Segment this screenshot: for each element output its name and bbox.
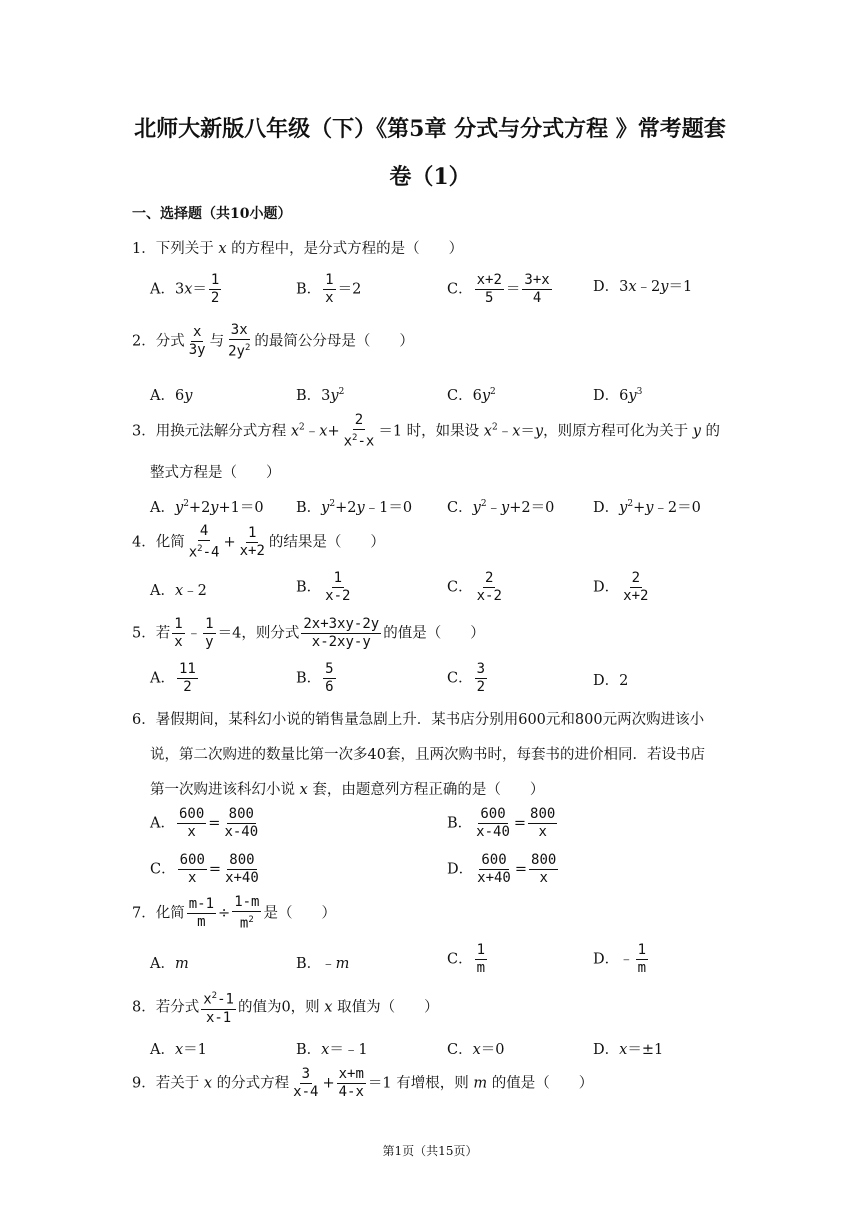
q2-option-b: B．$3y^2$ <box>296 387 345 404</box>
q2-option-a: A．6y <box>150 388 193 404</box>
question-6-stem-line3: 第一次购进该科幻小说 x 套，由题意列方程正确的是（ ） <box>150 782 545 798</box>
q7-option-b: B．﹣m <box>296 956 350 972</box>
q8-option-b: B．x＝﹣1 <box>296 1042 368 1058</box>
q6-option-c: C． $\frac{600}{x}$ = $\frac{800}{x+40}$ <box>150 852 259 886</box>
q2-option-d: D．$6y^3$ <box>593 387 643 404</box>
q1-option-c: C． $\frac{x+2}{5}$ ＝ $\frac{3+x}{4}$ <box>447 272 550 306</box>
question-2-stem: 2．分式 $\frac{x}{3y}$ 与 $\frac{3x}{2y^2}$ 的最简公分母是（ ） <box>132 322 414 360</box>
question-3-stem-line1: 3．用换元法解分式方程 $x^2﹣x+$ $\frac{2}{x^2-x}$ ＝1 时，如果设 $x^2﹣x=y$，则原方程可化为关于 y 的 <box>132 412 721 450</box>
q5-option-d: D．2 <box>593 673 629 689</box>
section-title: 一、选择题（共10小题） <box>132 206 292 222</box>
question-1-stem: 1．下列关于 x 的方程中，是分式方程的是（ ） <box>132 241 464 257</box>
q6-option-b: B． $\frac{600}{x-40}$ = $\frac{800}{x}$ <box>447 806 556 840</box>
question-7-stem: 7．化简 $\frac{m-1}{m}$ ÷ $\frac{1-m}{m^2}$ 是（ ） <box>132 894 336 932</box>
question-8-stem: 8．若分式 $\frac{x^2-1}{x-1}$ 的值为0，则 x 取值为（ ） <box>132 988 439 1027</box>
question-5-stem: 5．若 $\frac{1}{x}$ ﹣ $\frac{1}{y}$ ＝4，则分式 $\frac{2x+3xy-2y}{x-2xy-y}$ 的值是（ ） <box>132 616 485 650</box>
q3-option-c: C．$y^2﹣y+2=0$ <box>447 499 555 516</box>
q5-option-a: A． $\frac{11}{2}$ <box>150 661 196 695</box>
q8-option-d: D．x＝±1 <box>593 1042 664 1058</box>
question-6-stem-line1: 6．暑假期间，某科幻小说的销售量急剧上升．某书店分别用600元和800元两次购进该小 <box>132 712 705 728</box>
q6-option-a: A． $\frac{600}{x}$ = $\frac{800}{x-40}$ <box>150 806 259 840</box>
question-3-stem-line2: 整式方程是（ ） <box>150 465 281 481</box>
q4-option-b: B． $\frac{1}{x-2}$ <box>296 570 351 604</box>
q6-option-d: D． $\frac{600}{x+40}$ = $\frac{800}{x}$ <box>447 852 557 886</box>
question-9-stem: 9．若关于 x 的分式方程 $\frac{3}{x-4}$ + $\frac{x+m}{4-x}$ ＝1 有增根，则 m 的值是（ ） <box>132 1066 594 1100</box>
q3-option-d: D．$y^2+y﹣2=0$ <box>593 499 701 516</box>
q1-option-a: A．3x＝ $\frac{1}{2}$ <box>150 272 220 306</box>
q7-option-d: D．﹣ $\frac{1}{m}$ <box>593 942 647 976</box>
q1-option-b: B． $\frac{1}{x}$ ＝2 <box>296 272 362 306</box>
page-title-line2: 卷（1） <box>389 164 471 190</box>
q7-option-a: A．m <box>150 956 189 972</box>
q1-option-d: D．3x﹣2y＝1 <box>593 279 693 295</box>
q7-option-c: C． $\frac{1}{m}$ <box>447 942 486 976</box>
q2-option-c: C．$6y^2$ <box>447 387 496 404</box>
q8-option-a: A．x＝1 <box>150 1042 207 1058</box>
question-6-stem-line2: 说，第二次购进的数量比第一次多40套，且两次购书时，每套书的进价相同．若设书店 <box>150 747 705 763</box>
q8-option-c: C．x＝0 <box>447 1042 505 1058</box>
q5-option-b: B． $\frac{5}{6}$ <box>296 661 334 695</box>
page-footer: 第1页（共15页） <box>382 1144 478 1158</box>
page-title-line1: 北师大新版八年级（下）《第5章 分式与分式方程 》常考题套 <box>134 116 726 142</box>
q4-option-d: D． $\frac{2}{x+2}$ <box>593 570 649 604</box>
q5-option-c: C． $\frac{3}{2}$ <box>447 661 486 695</box>
q3-option-b: B．$y^2+2y﹣1=0$ <box>296 499 413 516</box>
q4-option-c: C． $\frac{2}{x-2}$ <box>447 570 502 604</box>
q3-option-a: A．$y^2+2y+1=0$ <box>150 499 264 516</box>
q4-option-a: A．x﹣2 <box>150 583 207 599</box>
question-4-stem: 4．化简 $\frac{4}{x^2-4}$ + $\frac{1}{x+2}$ 的结果是（ ） <box>132 523 385 561</box>
